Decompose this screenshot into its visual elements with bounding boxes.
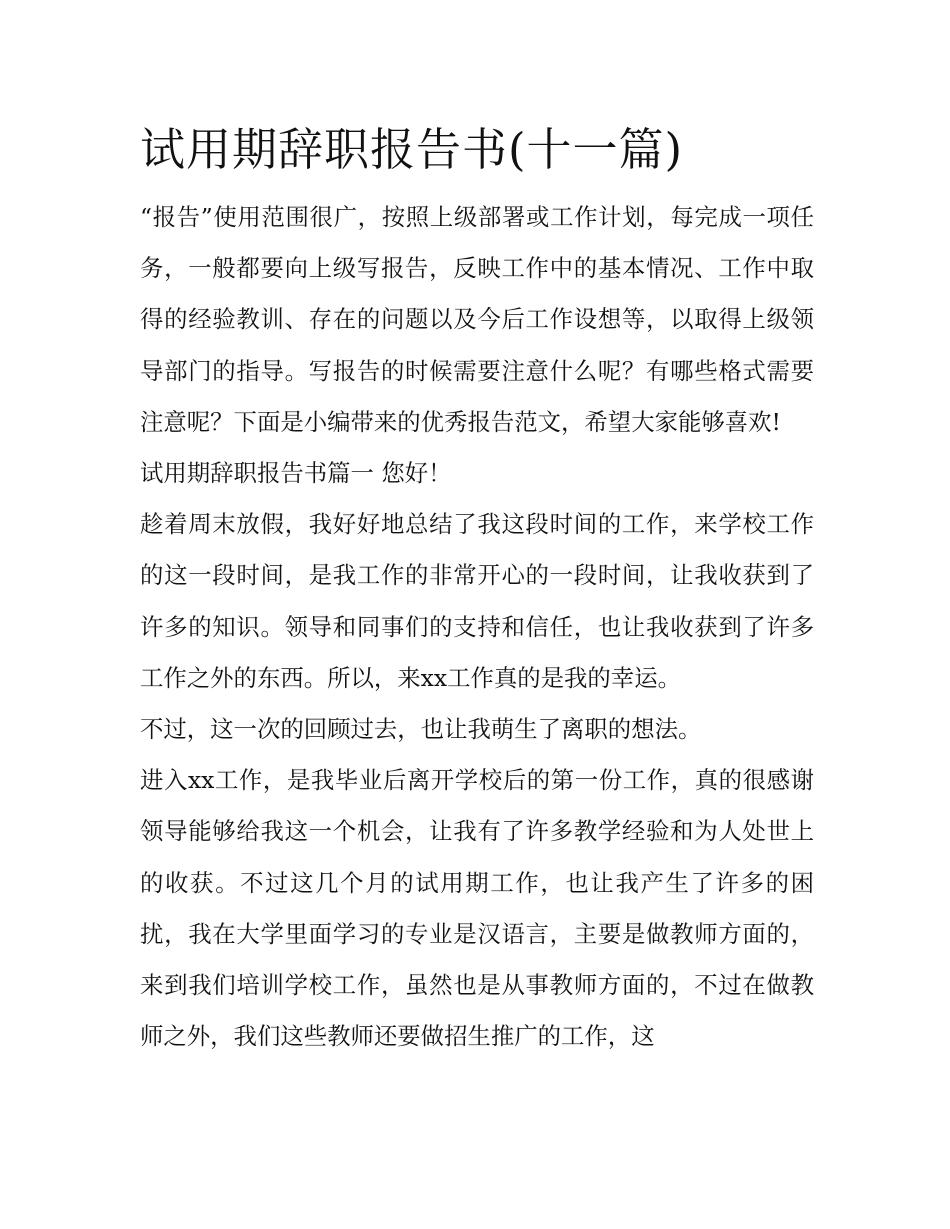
intro-paragraph: “报告”使用范围很广，按照上级部署或工作计划，每完成一项任务，一般都要向上级写报告，反映工作中的基本情况、工作中取得的经验教训、存在的问题以及今后工作设想等，以取得上级领导部门的指导。写报告的时候需要注意什么呢？有哪些格式需要注意呢？下面是小编带来的优秀报告范文，希望大家能够喜欢!: [140, 203, 814, 436]
body-paragraph: 不过，这一次的回顾过去，也让我萌生了离职的想法。: [140, 715, 702, 744]
section-heading-paragraph: 试用期辞职报告书篇一 您好！: [140, 459, 452, 488]
document-body: [140, 118, 814, 1062]
body-paragraph: 进入xx工作，是我毕业后离开学校后的第一份工作，真的很感谢领导能够给我这一个机会，让我有了许多教学经验和为人处世上的收获。不过这几个月的试用期工作，也让我产生了许多的困扰，我在大学里面学习的专业是汉语言，主要是做教师方面的，来到我们培训学校工作，虽然也是从事教师方面的，不过在做教师之外，我们这些教师还要做招生推广的工作，这: [140, 766, 814, 1051]
body-paragraph: 趁着周末放假，我好好地总结了我这段时间的工作，来学校工作的这一段时间，是我工作的非常开心的一段时间，让我收获到了许多的知识。领导和同事们的支持和信任，也让我收获到了许多工作之外的东西。所以，来xx工作真的是我的幸运。: [140, 510, 814, 692]
document-title: 试用期辞职报告书(十一篇): [140, 123, 684, 176]
